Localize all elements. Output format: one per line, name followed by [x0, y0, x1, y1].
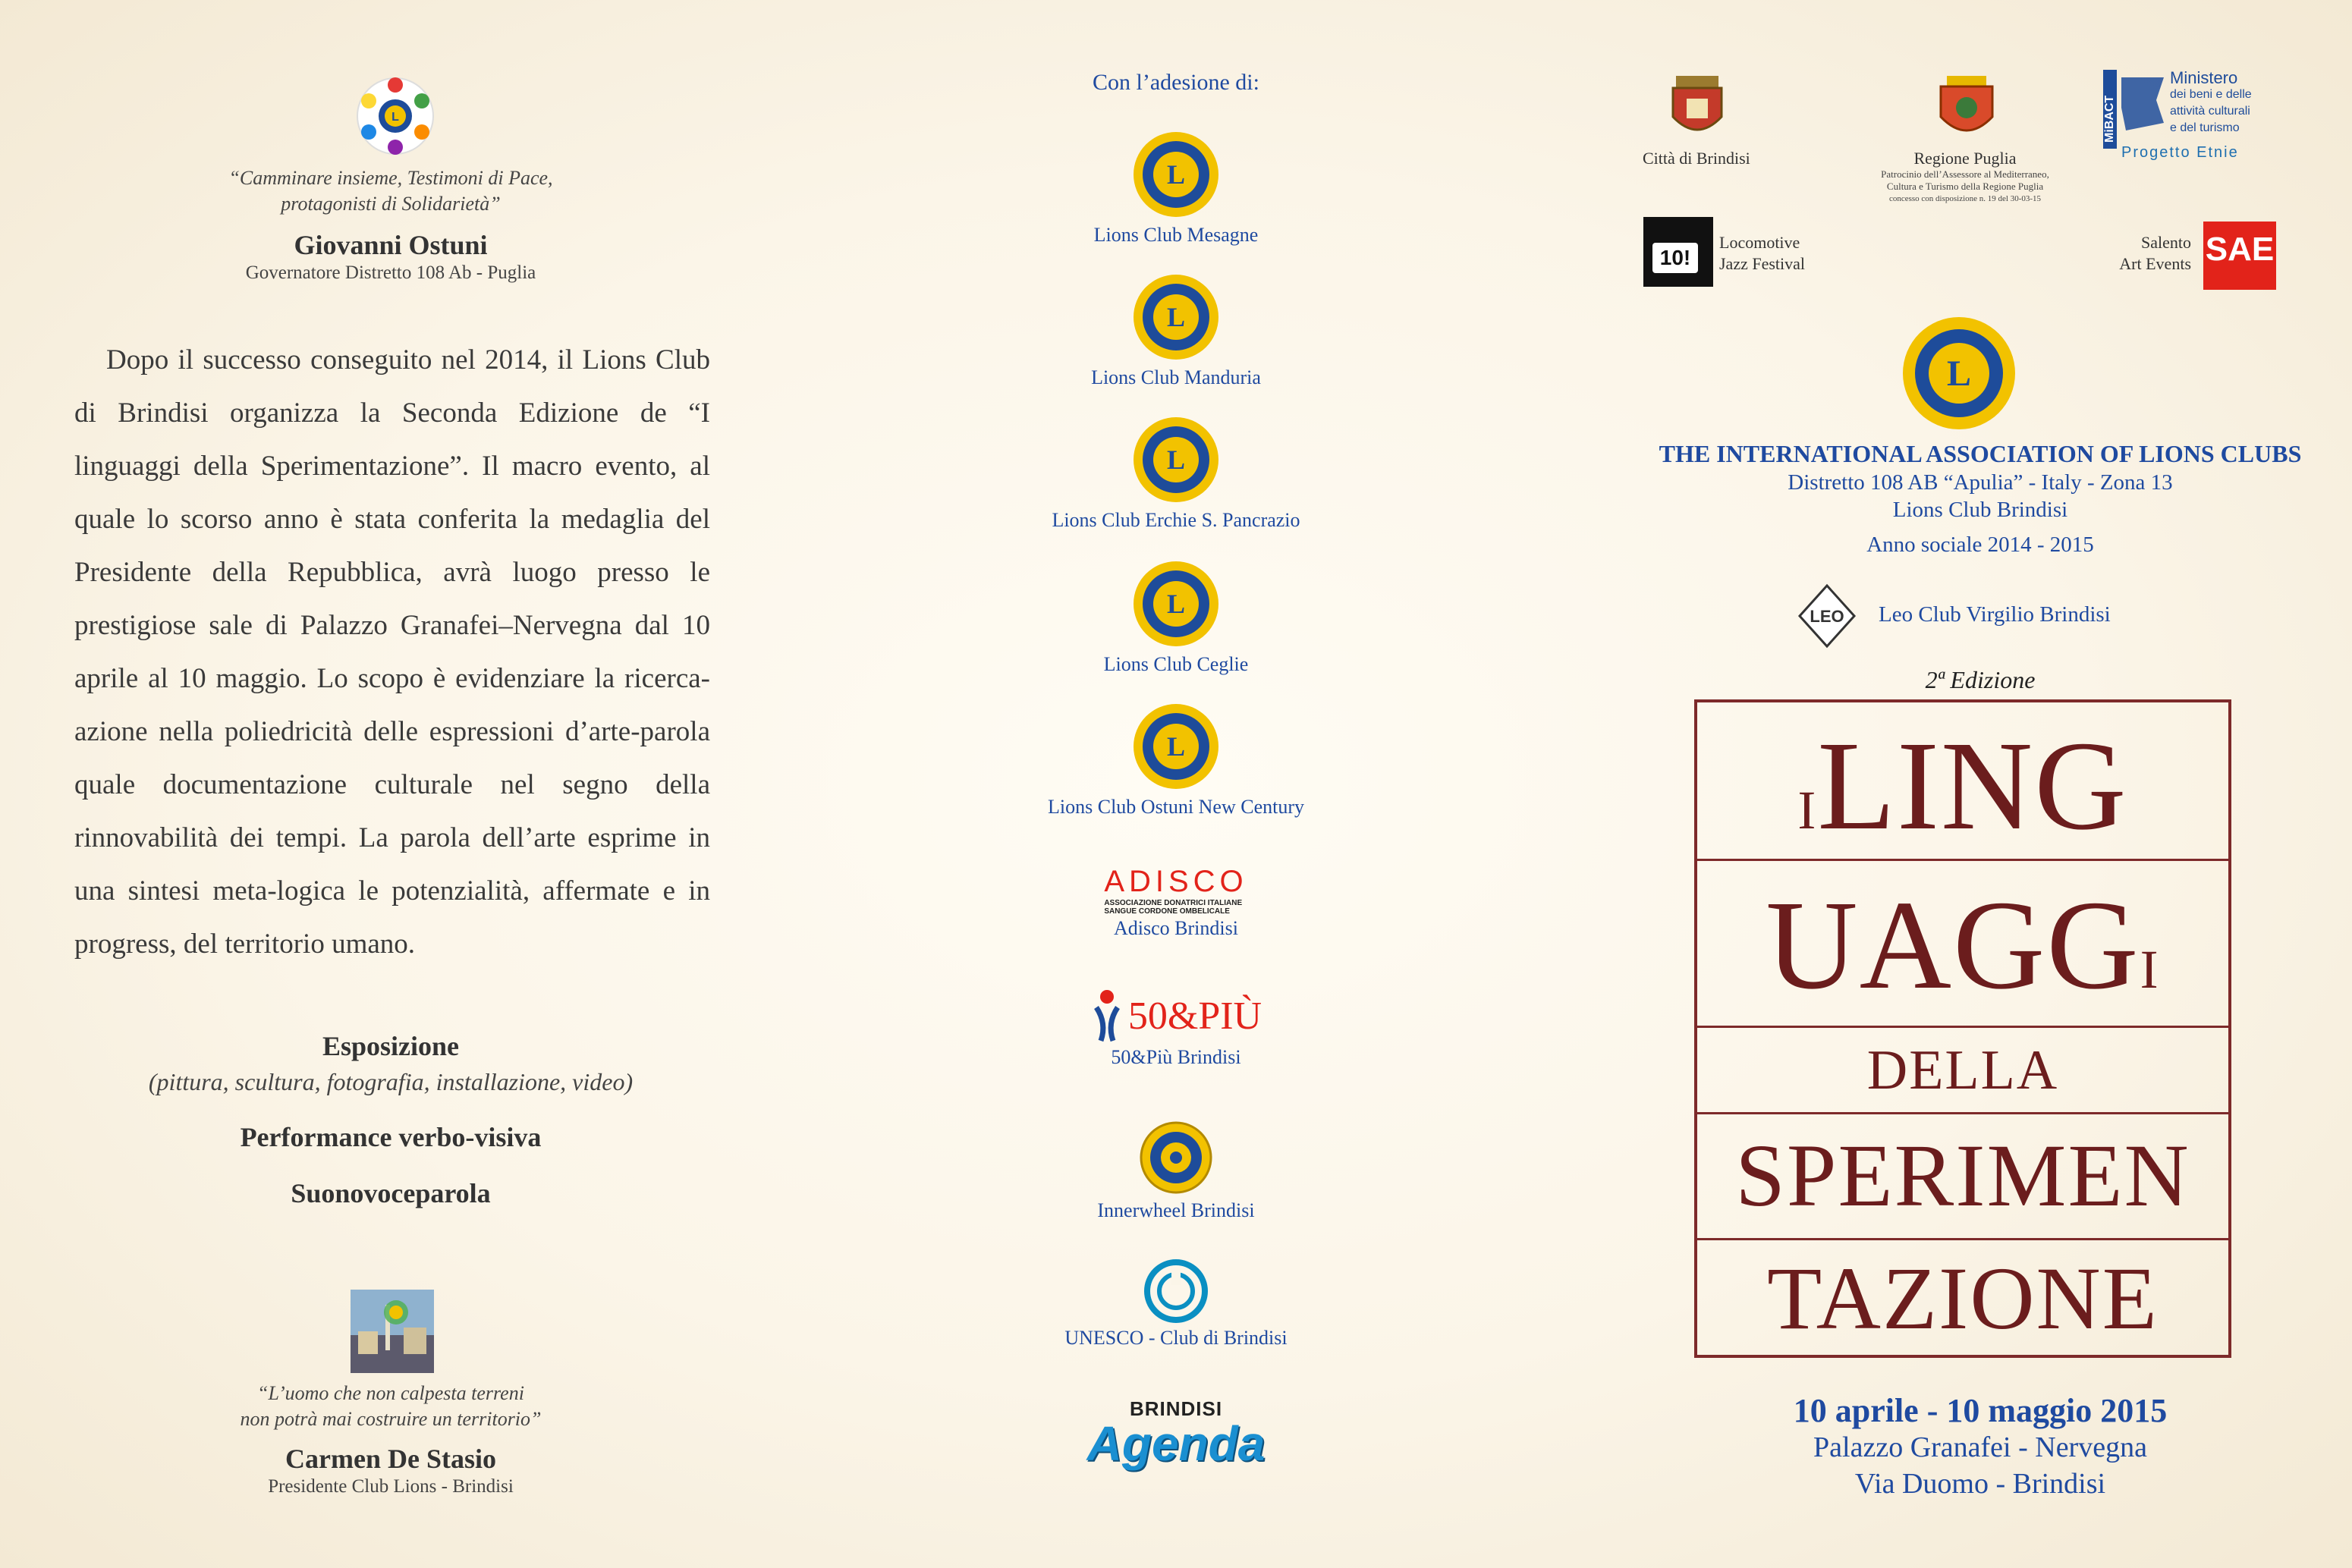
locomotive-line: Locomotive [1719, 233, 1800, 252]
svg-text:LEO: LEO [1810, 607, 1844, 626]
president-role: Presidente Club Lions - Brindisi [268, 1476, 514, 1497]
agenda-top-text: BRINDISI [1129, 1397, 1223, 1420]
svg-text:L: L [1166, 302, 1186, 332]
title-text: UAGG [1766, 875, 2140, 1016]
adisco-logo-sub: SANGUE CORDONE OMBELICALE [1104, 907, 1230, 916]
club-label: Lions Club Manduria [1091, 366, 1261, 388]
title-row-5: TAZIONE [1767, 1249, 2159, 1348]
edizione-text: 2ª Edizione [1925, 666, 2036, 693]
governor-role: Governatore Distretto 108 Ab - Puglia [245, 262, 536, 283]
fifty-logo [1090, 989, 1262, 1042]
salento-line: Salento [2141, 233, 2191, 252]
title-text: LING [1817, 715, 2128, 856]
club-entry [948, 558, 1404, 676]
title-divider [1697, 1112, 2228, 1114]
unesco-label: UNESCO - Club di Brindisi [1064, 1327, 1288, 1349]
left-panel [0, 0, 781, 1568]
quote-line: protagonisti di Solidarietà” [281, 193, 501, 215]
locomotive-logo [1643, 217, 1713, 287]
section-performance: Performance verbo-visiva [240, 1122, 542, 1152]
club-brindisi-text: Lions Club Brindisi [1892, 498, 2068, 522]
ministero-line: dei beni e delle [2170, 88, 2252, 101]
section-esposizione: Esposizione [322, 1031, 460, 1061]
club-photo-icon [351, 1290, 434, 1373]
svg-text:L: L [1166, 589, 1186, 619]
agenda-main-text: Agenda [1086, 1416, 1266, 1471]
salento-line: Art Events [2119, 254, 2191, 273]
svg-text:L: L [1166, 159, 1186, 190]
unesco-entry [948, 1259, 1404, 1350]
person-figure-icon [1090, 989, 1124, 1042]
svg-text:L: L [1946, 354, 1972, 394]
lions-logo-icon [1130, 701, 1222, 792]
title-row-4: SPERIMEN [1735, 1126, 2190, 1225]
locomotive-line: Jazz Festival [1719, 254, 1806, 273]
leo-logo-icon [1792, 583, 1862, 649]
puglia-note [1836, 168, 2094, 205]
title-row-3: DELLA [1866, 1039, 2059, 1101]
district-logo-icon [354, 74, 437, 158]
club-entry [948, 701, 1404, 819]
association-name: THE INTERNATIONAL ASSOCIATION OF LIONS CLUBS [1659, 440, 2302, 467]
adisco-logo-sub: ASSOCIAZIONE DONATRICI ITALIANE [1104, 899, 1243, 907]
puglia-note-line: concesso con disposizione n. 19 del 30-03-15 [1888, 194, 2042, 203]
quote-line: “L’uomo che non calpesta terreni [257, 1382, 524, 1404]
svg-text:L: L [1166, 731, 1186, 762]
governor-quote [0, 165, 781, 217]
puglia-note-line: Cultura e Turismo della Regione Puglia [1886, 181, 2044, 192]
ministero-line: e del turismo [2170, 121, 2240, 134]
salento-label [2115, 232, 2191, 275]
locomotive-logo-text: 10! [1652, 243, 1698, 273]
district-text: Distretto 108 AB “Apulia” - Italy - Zona 13 [1788, 470, 2173, 495]
section-suonovoceparola: Suonovoceparola [291, 1178, 491, 1208]
title-divider [1697, 1238, 2228, 1240]
title-small-letter: I [2140, 939, 2160, 1000]
anno-sociale-text: Anno sociale 2014 - 2015 [1866, 533, 2094, 557]
event-title-box [1694, 699, 2231, 1358]
fifty-entry [948, 989, 1404, 1069]
svg-text:L: L [391, 111, 399, 124]
club-entry [948, 414, 1404, 532]
intro-paragraph [74, 334, 710, 971]
quote-line: non potrà mai costruire un territorio” [240, 1408, 542, 1430]
president-name: Carmen De Stasio [285, 1444, 496, 1474]
president-quote [0, 1381, 781, 1432]
adisco-logo-text: ADISCO [1104, 865, 1248, 898]
quote-line: “Camminare insieme, Testimoni di Pace, [228, 167, 553, 189]
svg-text:MiBACT: MiBACT [2103, 95, 2116, 143]
fifty-label: 50&Più Brindisi [1111, 1046, 1241, 1068]
event-venue: Palazzo Granafei - Nervegna [1813, 1431, 2147, 1463]
unesco-logo-icon [1144, 1259, 1208, 1323]
middle-heading: Con l’adesione di: [1093, 70, 1259, 95]
lions-logo-icon [1130, 558, 1222, 649]
governor-name: Giovanni Ostuni [294, 230, 488, 260]
adisco-label: Adisco Brindisi [1114, 917, 1238, 939]
club-label: Lions Club Ceglie [1103, 653, 1249, 675]
title-row-1 [1697, 715, 2228, 877]
club-entry [948, 129, 1404, 247]
fifty-logo-text: 50&PIÙ [1127, 994, 1262, 1038]
adisco-entry [948, 865, 1404, 940]
intro-text: Dopo il successo conseguito nel 2014, il Lions Club di Brindisi organizza la Seconda Edizione de “I linguaggi della Sperimentazione”. Il macro evento, al quale lo scorso anno è stata conferita la medaglia del Presidente della Repubblica, avrà luogo presso le prestigiose sale di Palazzo Granafei–Nervegna dal 10 aprile al 10 maggio. Lo scopo è evidenziare la ricerca-azione nella poliedricità delle espressioni d’arte-parola quale documentazione culturale nel segno della rinnovabilità dei tempi. La parola dell’arte esprime in una sintesi meta-logica le potenzialità, affermate e in progress, del territorio umano. [74, 344, 710, 960]
middle-panel [948, 0, 1404, 1568]
brindisi-crest-icon [1665, 73, 1729, 144]
adisco-logo [1104, 865, 1247, 916]
sponsor-brindisi-label: Città di Brindisi [1643, 149, 1750, 168]
innerwheel-logo-icon [1138, 1120, 1214, 1196]
lions-logo-icon [1130, 272, 1222, 363]
lions-logo-icon [1130, 414, 1222, 505]
lions-main-logo-icon [1900, 314, 2018, 432]
innerwheel-label: Innerwheel Brindisi [1097, 1199, 1255, 1221]
sponsor-puglia-label: Regione Puglia [1913, 149, 2017, 168]
sae-logo [2203, 222, 2276, 290]
title-small-letter: I [1797, 780, 1818, 841]
lions-logo-icon [1130, 129, 1222, 220]
puglia-note-line: Patrocinio dell’Assessore al Mediterraneo, [1881, 168, 2049, 180]
sae-logo-text: SAE [2205, 231, 2275, 268]
innerwheel-entry [948, 1120, 1404, 1222]
club-label: Lions Club Mesagne [1093, 224, 1259, 246]
brindisi-agenda-logo [948, 1397, 1404, 1471]
event-dates: 10 aprile - 10 maggio 2015 [1793, 1392, 2168, 1429]
club-label: Lions Club Ostuni New Century [1048, 796, 1304, 818]
svg-text:L: L [1166, 445, 1186, 475]
progetto-etnie: Progetto Etnie [2121, 144, 2239, 161]
locomotive-label [1719, 232, 1805, 275]
ministero-line: attività culturali [2170, 105, 2250, 118]
leo-club-text: Leo Club Virgilio Brindisi [1879, 602, 2111, 627]
section-esposizione-sub: (pittura, scultura, fotografia, installazione, video) [148, 1068, 634, 1095]
puglia-crest-icon [1935, 74, 1998, 144]
ministero-text [2170, 70, 2252, 137]
club-label: Lions Club Erchie S. Pancrazio [1052, 509, 1300, 531]
mibact-logo-icon [2103, 70, 2167, 149]
club-entry [948, 272, 1404, 389]
title-row-2 [1697, 875, 2228, 1036]
event-address: Via Duomo - Brindisi [1854, 1468, 2106, 1500]
ministero-line: Ministero [2170, 68, 2238, 87]
